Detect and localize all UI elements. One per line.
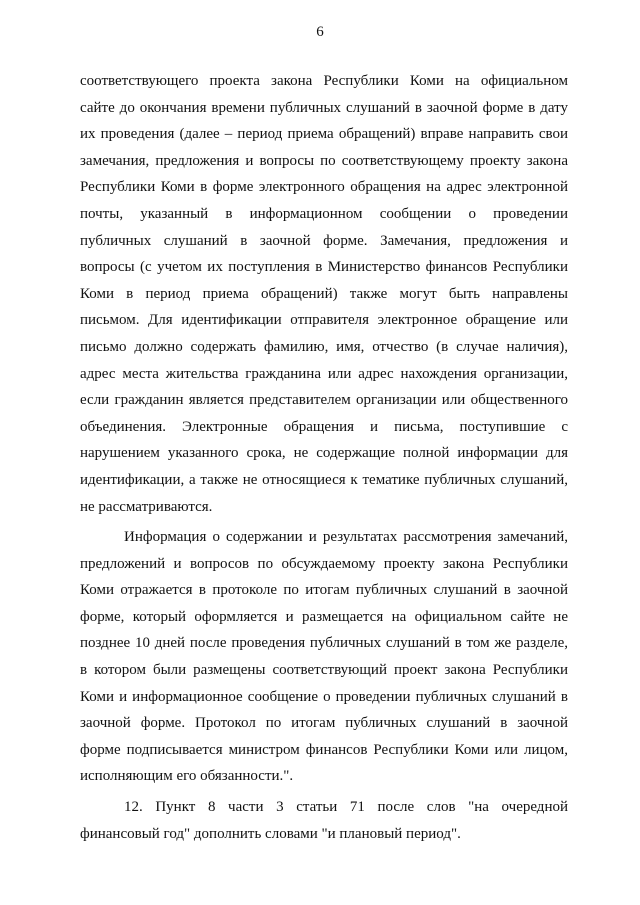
text-line: объединения. Электронные обращения и письма, поступившие с	[80, 418, 568, 435]
text-line: идентификации, а также не относящиеся к тематике публичных слушаний,	[80, 471, 568, 488]
text-line: заочной форме. Протокол по итогам публичных слушаний в заочной	[80, 715, 568, 732]
text-line: письмо должно содержать фамилию, имя, отчество (в случае наличия),	[80, 338, 568, 355]
text-line: Коми и информационное сообщение о проведении публичных слушаний в	[80, 688, 568, 705]
text-line: позднее 10 дней после проведения публичных слушаний в том же разделе,	[80, 635, 568, 652]
text-line: адрес места жительства гражданина или адрес нахождения организации,	[80, 365, 568, 382]
text-line: публичных слушаний в заочной форме. Замечания, предложения и	[80, 232, 568, 249]
paragraph	[80, 68, 568, 520]
text-line: сайте до окончания времени публичных слушаний в заочной форме в дату	[80, 99, 568, 116]
page-number: 6	[316, 24, 324, 40]
text-line: вопросы (с учетом их поступления в Министерство финансов Республики	[80, 259, 568, 276]
paragraph	[80, 524, 568, 790]
text-line: не рассматриваются.	[80, 498, 213, 515]
text-line: Коми отражается в протоколе по итогам публичных слушаний в заочной	[80, 582, 568, 599]
text-line: Коми в период приема обращений) также могут быть направлены	[80, 285, 568, 302]
text-line: замечания, предложения и вопросы по соответствующему проекту закона	[80, 152, 568, 169]
text-line: исполняющим его обязанности.".	[80, 768, 294, 785]
text-line: финансовый год" дополнить словами "и плановый период".	[80, 825, 461, 842]
text-line: соответствующего проекта закона Республики Коми на официальном	[80, 73, 568, 89]
document-body	[80, 68, 568, 851]
text-line: нарушением указанного срока, не содержащие полной информации для	[80, 445, 568, 462]
text-line: Республики Коми в форме электронного обращения на адрес электронной	[80, 179, 568, 196]
text-line: письмом. Для идентификации отправителя электронное обращение или	[80, 312, 568, 329]
paragraph	[80, 794, 568, 847]
text-line: 12. Пункт 8 части 3 статьи 71 после слов "на очередной	[124, 799, 568, 816]
text-line: почты, указанный в информационном сообщении о проведении	[80, 205, 568, 222]
text-line: Информация о содержании и результатах рассмотрения замечаний,	[124, 529, 568, 546]
text-line: их проведения (далее – период приема обращений) вправе направить свои	[80, 126, 568, 143]
text-line: форме, который оформляется и размещается на официальном сайте не	[80, 608, 568, 625]
text-line: предложений и вопросов по обсуждаемому проекту закона Республики	[80, 555, 568, 572]
text-line: в котором были размещены соответствующий проект закона Республики	[80, 662, 568, 679]
text-line: форме подписывается министром финансов Республики Коми или лицом,	[80, 741, 568, 758]
text-line: если гражданин является представителем организации или общественного	[80, 392, 568, 409]
